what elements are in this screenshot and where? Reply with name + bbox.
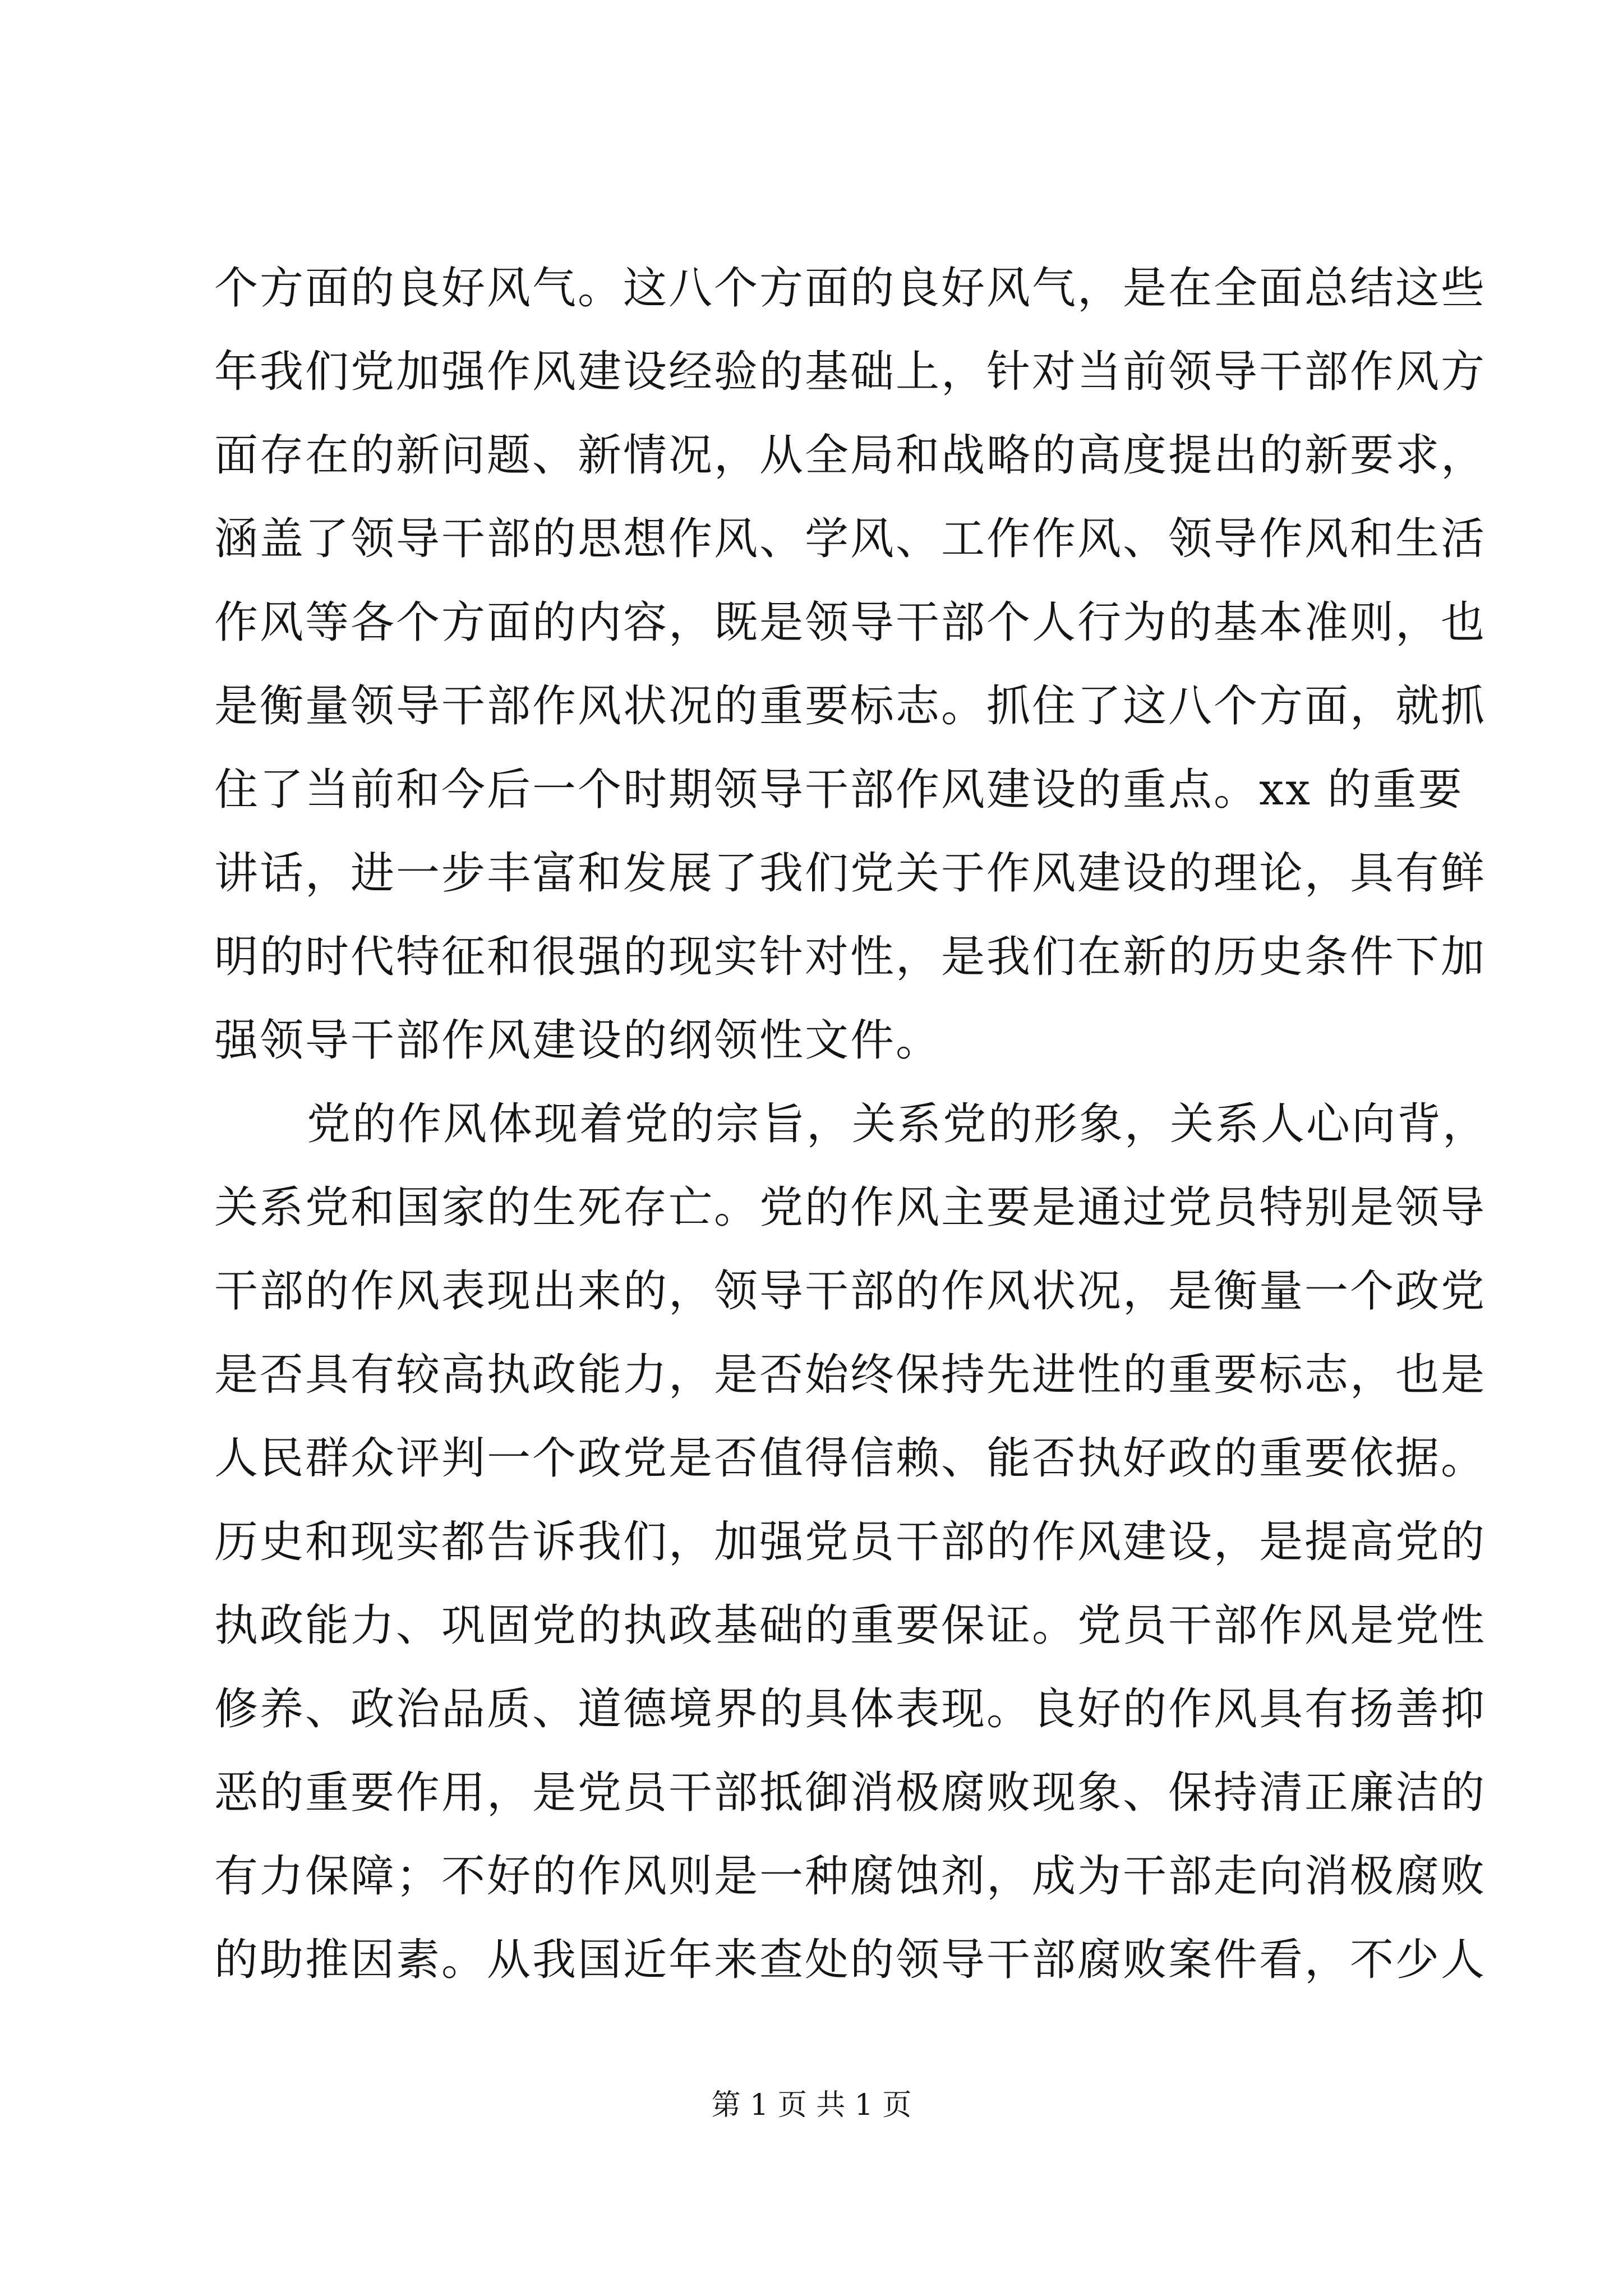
- page-footer: [0, 2081, 1623, 2123]
- text-line: 执政能力、巩固党的执政基础的重要保证。党员干部作风是党性: [214, 1600, 1487, 1651]
- text-line: 个方面的良好风气。这八个方面的良好风气，是在全面总结这些: [214, 263, 1487, 314]
- text-line: 作风等各个方面的内容，既是领导干部个人行为的基本准则，也: [214, 597, 1487, 648]
- text-line: 党的作风体现着党的宗旨，关系党的形象，关系人心向背，: [307, 1099, 1488, 1149]
- text-line: 有力保障；不好的作风则是一种腐蚀剂，成为干部走向消极腐败: [214, 1851, 1487, 1902]
- paragraph-2: [214, 1083, 1488, 2002]
- text-line: 人民群众评判一个政党是否值得信赖、能否执好政的重要依据。: [214, 1433, 1487, 1484]
- text-line: 是衡量领导干部作风状况的重要标志。抓住了这八个方面，就抓: [214, 681, 1487, 731]
- text-line: 关系党和国家的生死存亡。党的作风主要是通过党员特别是领导: [214, 1182, 1487, 1233]
- paragraph-1: [214, 247, 1487, 1083]
- text-line: 涵盖了领导干部的思想作风、学风、工作作风、领导作风和生活: [214, 514, 1487, 564]
- page-number-label: 第 1 页 共 1 页: [711, 2088, 912, 2122]
- text-line: 干部的作风表现出来的，领导干部的作风状况，是衡量一个政党: [214, 1266, 1487, 1317]
- text-line: 的助推因素。从我国近年来查处的领导干部腐败案件看，不少人: [214, 1935, 1487, 1985]
- text-line: 讲话，进一步丰富和发展了我们党关于作风建设的理论，具有鲜: [214, 848, 1487, 899]
- text-line: 面存在的新问题、新情况，从全局和战略的高度提出的新要求，: [214, 430, 1487, 481]
- text-line: 住了当前和今后一个时期领导干部作风建设的重点。xx 的重要: [214, 765, 1464, 815]
- text-line: 修养、政治品质、道德境界的具体表现。良好的作风具有扬善抑: [214, 1684, 1487, 1734]
- text-line: 历史和现实都告诉我们，加强党员干部的作风建设，是提高党的: [214, 1517, 1487, 1567]
- text-line: 年我们党加强作风建设经验的基础上，针对当前领导干部作风方: [214, 347, 1487, 397]
- document-body: [214, 247, 1488, 2002]
- text-line: 强领导干部作风建设的纲领性文件。: [214, 1015, 942, 1066]
- text-line: 恶的重要作用，是党员干部抵御消极腐败现象、保持清正廉洁的: [214, 1768, 1487, 1818]
- text-line: 明的时代特征和很强的现实针对性，是我们在新的历史条件下加: [214, 932, 1487, 982]
- text-line: 是否具有较高执政能力，是否始终保持先进性的重要标志，也是: [214, 1350, 1487, 1400]
